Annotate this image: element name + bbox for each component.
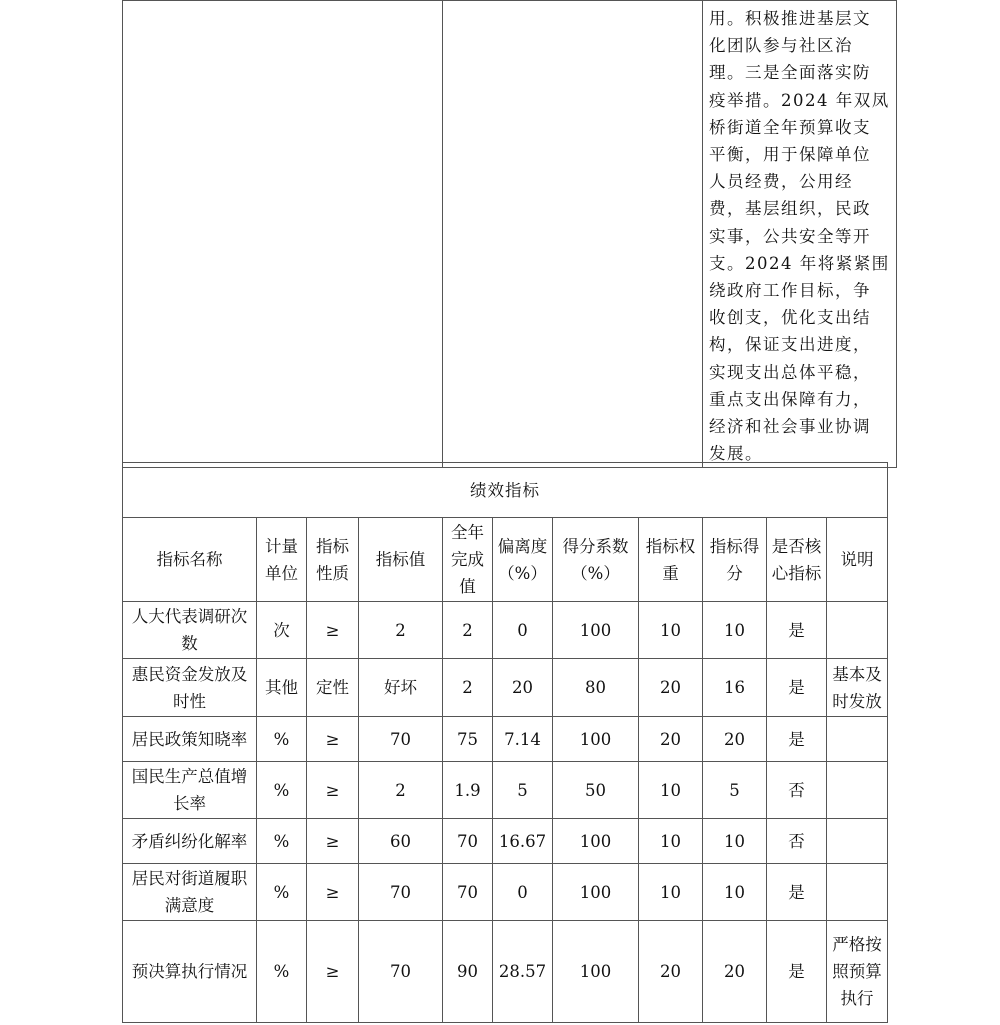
deviation-value: 0 xyxy=(493,602,553,659)
description-line: 疫举措。2024 年双凤 xyxy=(709,90,890,110)
deviation-value: 28.57 xyxy=(493,921,553,1023)
column-header xyxy=(493,518,553,602)
nature-cell: ≥ xyxy=(307,602,359,659)
table-row xyxy=(123,602,888,659)
core-indicator-flag: 是 xyxy=(767,659,827,717)
score-value: 20 xyxy=(703,921,767,1023)
note-cell xyxy=(827,602,888,659)
weight-value: 20 xyxy=(639,659,703,717)
column-header-text: 完成 xyxy=(451,550,484,569)
note-cell xyxy=(827,921,888,1023)
indicator-name xyxy=(123,659,257,717)
description-line: 理。三是全面落实防 xyxy=(709,63,871,83)
actual-value: 70 xyxy=(443,819,493,864)
weight-value: 10 xyxy=(639,864,703,921)
column-header-text: 说明 xyxy=(840,550,874,569)
description-line: 桥街道全年预算收支 xyxy=(709,117,871,137)
header-row xyxy=(123,518,888,602)
indicator-name-line: 时性 xyxy=(173,691,206,711)
performance-indicators-table xyxy=(122,462,888,1023)
description-line: 构，保证支出进度， xyxy=(709,335,871,355)
score-coefficient: 100 xyxy=(553,864,639,921)
note-cell-line: 执行 xyxy=(840,989,874,1008)
description-line: 平衡，用于保障单位 xyxy=(709,145,871,165)
nature-cell: ≥ xyxy=(307,717,359,762)
column-header xyxy=(257,518,307,602)
unit-cell: % xyxy=(257,864,307,921)
indicator-name-line: 预决算执行情况 xyxy=(131,962,248,981)
core-indicator-flag: 否 xyxy=(767,762,827,819)
note-cell-line: 照预算 xyxy=(832,962,882,981)
description-cell xyxy=(703,1,897,468)
indicator-name xyxy=(123,921,257,1023)
note-cell-line: 严格按 xyxy=(832,935,882,954)
note-cell xyxy=(827,762,888,819)
indicator-name-line: 惠民资金发放及 xyxy=(131,664,248,684)
indicator-name xyxy=(123,717,257,762)
target-value: 70 xyxy=(359,864,443,921)
note-cell xyxy=(827,659,888,717)
nature-cell: ≥ xyxy=(307,819,359,864)
core-indicator-flag: 是 xyxy=(767,921,827,1023)
table-row xyxy=(123,717,888,762)
score-value: 20 xyxy=(703,717,767,762)
column-header xyxy=(307,518,359,602)
description-line: 重点支出保障有力， xyxy=(709,389,871,409)
target-value: 好坏 xyxy=(359,659,443,717)
unit-cell: 其他 xyxy=(257,659,307,717)
indicator-name xyxy=(123,762,257,819)
indicator-name xyxy=(123,819,257,864)
column-header-text: 指标得 xyxy=(709,536,760,556)
score-coefficient: 100 xyxy=(553,921,639,1023)
description-line: 用。积极推进基层文 xyxy=(709,9,871,28)
description-line: 化团队参与社区治 xyxy=(709,36,853,56)
indicator-name-line: 国民生产总值增 xyxy=(131,767,248,786)
note-cell xyxy=(827,819,888,864)
description-line: 费，基层组织，民政 xyxy=(709,199,871,219)
nature-cell: ≥ xyxy=(307,921,359,1023)
score-coefficient: 80 xyxy=(553,659,639,717)
score-value: 10 xyxy=(703,602,767,659)
table-row xyxy=(123,659,888,717)
deviation-value: 16.67 xyxy=(493,819,553,864)
note-cell-line: 时发放 xyxy=(832,691,882,711)
weight-value: 10 xyxy=(639,602,703,659)
indicator-name xyxy=(123,864,257,921)
column-header-text: 是否核 xyxy=(771,536,822,556)
column-header-text: 单位 xyxy=(265,563,298,583)
actual-value: 90 xyxy=(443,921,493,1023)
score-value: 16 xyxy=(703,659,767,717)
unit-cell: 次 xyxy=(257,602,307,659)
nature-cell: 定性 xyxy=(307,659,359,717)
column-header-text: （%） xyxy=(498,563,547,583)
weight-value: 20 xyxy=(639,717,703,762)
column-header-text: 计量 xyxy=(265,536,298,556)
column-header xyxy=(703,518,767,602)
score-coefficient: 100 xyxy=(553,717,639,762)
unit-cell: % xyxy=(257,762,307,819)
column-header-text: 值 xyxy=(459,577,476,596)
table-row xyxy=(123,819,888,864)
description-line: 实现支出总体平稳， xyxy=(709,362,871,382)
indicator-name xyxy=(123,602,257,659)
note-cell xyxy=(827,864,888,921)
score-value: 10 xyxy=(703,819,767,864)
target-value: 2 xyxy=(359,762,443,819)
column-header-text: 分 xyxy=(726,563,743,583)
nature-cell: ≥ xyxy=(307,864,359,921)
score-coefficient: 100 xyxy=(553,819,639,864)
description-line: 发展。 xyxy=(709,444,763,464)
core-indicator-flag: 否 xyxy=(767,819,827,864)
indicator-name-line: 人大代表调研次 xyxy=(131,607,248,626)
indicator-name-line: 矛盾纠纷化解率 xyxy=(131,831,248,851)
description-line: 收创支，优化支出结 xyxy=(709,308,871,328)
column-header-text: 指标值 xyxy=(375,550,426,569)
column-header xyxy=(767,518,827,602)
deviation-value: 0 xyxy=(493,864,553,921)
description-line: 人员经费，公用经 xyxy=(709,172,853,192)
column-header-text: 偏离度 xyxy=(497,536,548,556)
column-header xyxy=(827,518,888,602)
empty-cell-left xyxy=(123,1,443,468)
core-indicator-flag: 是 xyxy=(767,717,827,762)
description-text xyxy=(703,1,896,467)
core-indicator-flag: 是 xyxy=(767,864,827,921)
table-row xyxy=(123,864,888,921)
indicator-name-line: 数 xyxy=(181,634,198,653)
empty-cell-middle xyxy=(443,1,703,468)
score-value: 5 xyxy=(703,762,767,819)
unit-cell: % xyxy=(257,717,307,762)
target-value: 60 xyxy=(359,819,443,864)
column-header-text: 指标名称 xyxy=(156,550,223,569)
indicator-name-line: 长率 xyxy=(173,794,206,813)
unit-cell: % xyxy=(257,819,307,864)
weight-value: 10 xyxy=(639,819,703,864)
column-header-text: （%） xyxy=(571,563,620,583)
column-header xyxy=(443,518,493,602)
table-row xyxy=(123,762,888,819)
indicator-name-line: 居民政策知晓率 xyxy=(131,729,248,749)
budget-description-table xyxy=(122,0,897,468)
column-header xyxy=(639,518,703,602)
target-value: 70 xyxy=(359,921,443,1023)
column-header-text: 得分系数 xyxy=(562,536,629,556)
description-line: 支。2024 年将紧紧围 xyxy=(709,253,890,273)
nature-cell: ≥ xyxy=(307,762,359,819)
deviation-value: 20 xyxy=(493,659,553,717)
actual-value: 1.9 xyxy=(443,762,493,819)
column-header xyxy=(123,518,257,602)
deviation-value: 7.14 xyxy=(493,717,553,762)
column-header-text: 指标权 xyxy=(645,536,696,556)
description-line: 实事，公共安全等开 xyxy=(709,226,871,246)
column-header xyxy=(359,518,443,602)
column-header xyxy=(553,518,639,602)
score-value: 10 xyxy=(703,864,767,921)
core-indicator-flag: 是 xyxy=(767,602,827,659)
column-header-text: 心指标 xyxy=(771,563,822,583)
section-title: 绩效指标 xyxy=(123,463,888,518)
table-body xyxy=(123,602,888,1023)
target-value: 2 xyxy=(359,602,443,659)
score-coefficient: 50 xyxy=(553,762,639,819)
note-cell-line: 基本及 xyxy=(832,664,882,684)
note-cell xyxy=(827,717,888,762)
deviation-value: 5 xyxy=(493,762,553,819)
indicator-name-line: 满意度 xyxy=(164,896,215,915)
actual-value: 75 xyxy=(443,717,493,762)
unit-cell: % xyxy=(257,921,307,1023)
score-coefficient: 100 xyxy=(553,602,639,659)
actual-value: 2 xyxy=(443,602,493,659)
table-row xyxy=(123,921,888,1023)
weight-value: 20 xyxy=(639,921,703,1023)
column-header-text: 性质 xyxy=(316,563,349,583)
description-line: 绕政府工作目标，争 xyxy=(709,281,871,301)
actual-value: 70 xyxy=(443,864,493,921)
column-header-text: 全年 xyxy=(451,523,484,542)
column-header-text: 指标 xyxy=(316,536,349,556)
description-line: 经济和社会事业协调 xyxy=(709,417,871,437)
actual-value: 2 xyxy=(443,659,493,717)
column-header-text: 重 xyxy=(662,563,679,583)
indicator-name-line: 居民对街道履职 xyxy=(131,869,248,888)
target-value: 70 xyxy=(359,717,443,762)
weight-value: 10 xyxy=(639,762,703,819)
